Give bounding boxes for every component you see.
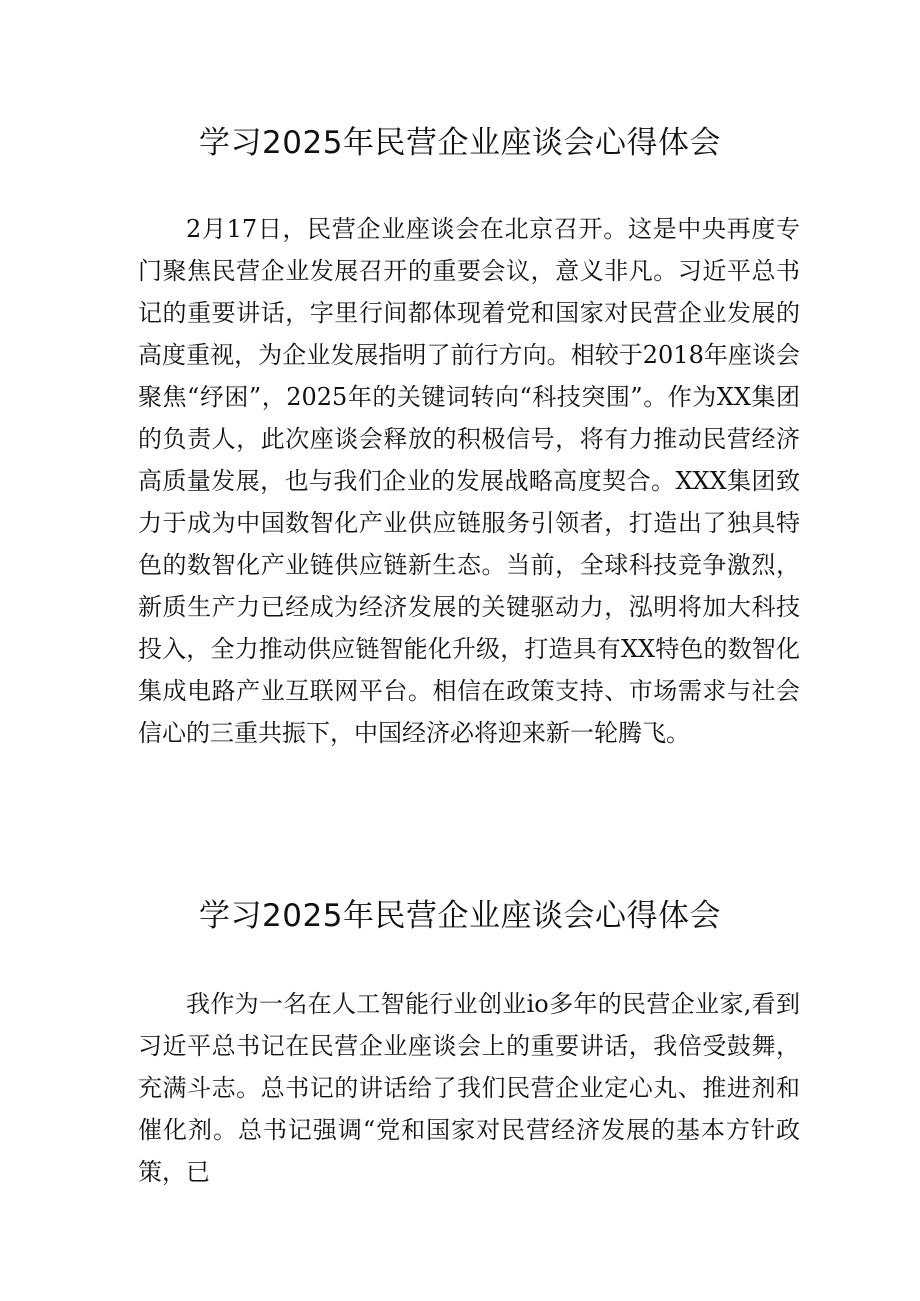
section-paragraph: 2月17日，民营企业座谈会在北京召开。这是中央再度专门聚焦民营企业发展召开的重要会议，意义非凡。习近平总书记的重要讲话，字里行间都体现着党和国家对民营企业发展的高度重视，为企业发展指明了前行方向。相较于2018年座谈会聚焦“纾困”，2025年的关键词转向“科技突围”。作为XX集团的负责人，此次座谈会释放的积极信号，将有力推动民营经济高质量发展，也与我们企业的发展战略高度契合。XXX集团致力于成为中国数智化产业供应链服务引领者，打造出了独具特色的数智化产业链供应链新生态。当前，全球科技竞争激烈，新质生产力已经成为经济发展的关键驱动力，泓明将加大科技投入，全力推动供应链智能化升级，打造具有XX特色的数智化集成电路产业互联网平台。相信在政策支持、市场需求与社会信心的三重共振下，中国经济必将迎来新一轮腾飞。 <box>138 215 800 747</box>
section-title: 学习2025年民营企业座谈会心得体会 <box>199 125 721 161</box>
section-paragraph: 我作为一名在人工智能行业创业io多年的民营企业家,看到习近平总书记在民营企业座谈会上的重要讲话，我倍受鼓舞，充满斗志。总书记的讲话给了我们民营企业定心丸、推进剂和催化剂。总书记强调“党和国家对民营经济发展的基本方针政策，已 <box>138 990 800 1186</box>
section-title: 学习2025年民营企业座谈会心得体会 <box>199 898 721 934</box>
